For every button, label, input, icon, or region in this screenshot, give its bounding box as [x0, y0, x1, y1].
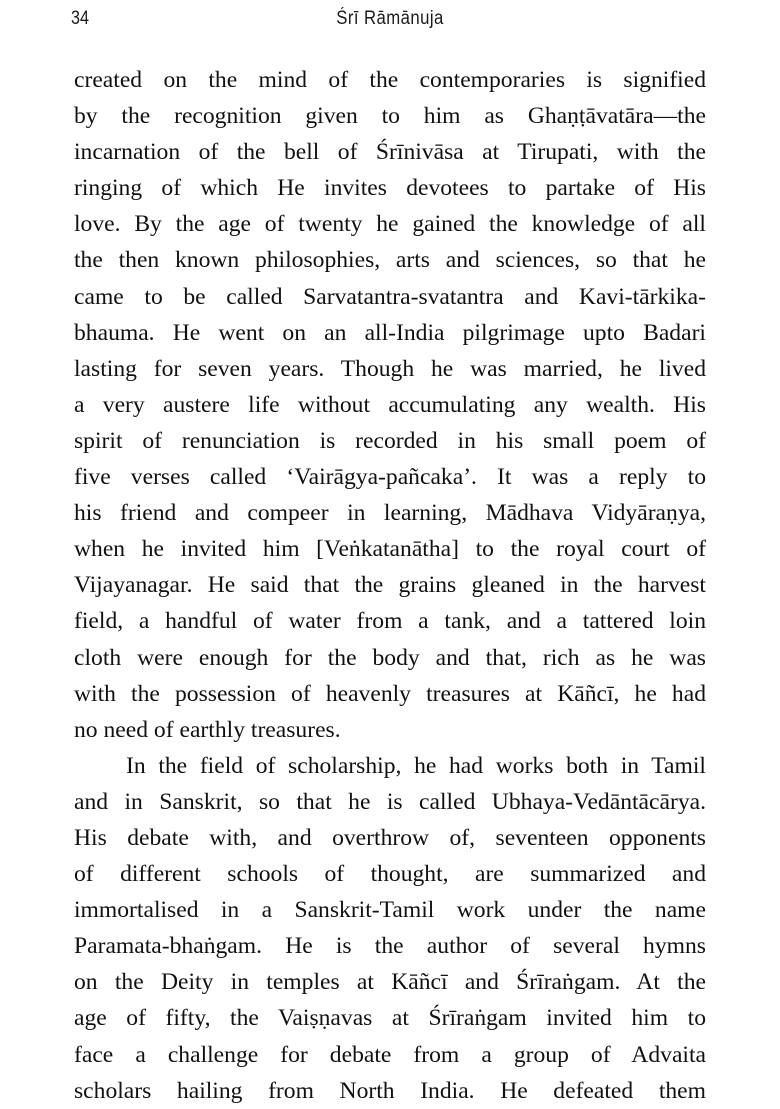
text-line: with the possession of heavenly treasures at Kāñcī, he had: [74, 680, 706, 707]
text-line: cloth were enough for the body and that, rich as he was: [74, 644, 706, 671]
body-text: [74, 62, 706, 1109]
text-line: Vijayanagar. He said that the grains gleaned in the harvest: [74, 572, 706, 599]
text-line: age of fifty, the Vaiṣṇavas at Śrīraṅgam invited him to: [74, 1005, 706, 1032]
paragraph-2: [74, 748, 706, 1109]
running-head: [0, 6, 780, 36]
running-title: Śrī Rāmānuja: [336, 8, 444, 29]
text-line: lasting for seven years. Though he was married, he lived: [74, 355, 706, 382]
text-line: and in Sanskrit, so that he is called Ubhaya-Vedāntācārya.: [74, 788, 706, 815]
text-line: face a challenge for debate from a group of Advaita: [74, 1041, 706, 1068]
page-number: 34: [71, 8, 89, 29]
text-line: field, a handful of water from a tank, and a tattered loin: [74, 608, 706, 635]
text-line: the then known philosophies, arts and sciences, so that he: [74, 247, 706, 274]
paragraph-1: [74, 62, 706, 748]
text-line: when he invited him [Veṅkatanātha] to the royal court of: [74, 536, 706, 563]
text-line: His debate with, and overthrow of, seventeen opponents: [74, 824, 706, 851]
text-line: created on the mind of the contemporaries is signified: [74, 67, 706, 93]
text-line: In the field of scholarship, he had works both in Tamil: [126, 752, 706, 779]
text-line: of different schools of thought, are summarized and: [74, 861, 706, 888]
text-line: by the recognition given to him as Ghaṇṭāvatāra—the: [74, 103, 706, 130]
text-line: ringing of which He invites devotees to partake of His: [74, 175, 706, 202]
text-line: on the Deity in temples at Kāñcī and Śrīraṅgam. At the: [74, 969, 706, 996]
text-line: incarnation of the bell of Śrīnivāsa at Tirupati, with the: [74, 139, 706, 166]
text-line: spirit of renunciation is recorded in his small poem of: [74, 427, 706, 454]
text-line: a very austere life without accumulating any wealth. His: [74, 391, 706, 418]
text-line: came to be called Sarvatantra-svatantra and Kavi-tārkika-: [74, 283, 706, 310]
text-line: love. By the age of twenty he gained the knowledge of all: [74, 211, 706, 238]
text-line: bhauma. He went on an all-India pilgrimage upto Badari: [74, 319, 706, 346]
text-line: scholars hailing from North India. He defeated them: [74, 1077, 706, 1104]
text-line: no need of earthly treasures.: [74, 716, 341, 743]
text-line: five verses called ‘Vairāgya-pañcaka’. It was a reply to: [74, 464, 706, 491]
text-line: immortalised in a Sanskrit-Tamil work under the name: [74, 897, 706, 924]
text-line: his friend and compeer in learning, Mādhava Vidyāraṇya,: [74, 500, 706, 527]
text-line: Paramata-bhaṅgam. He is the author of several hymns: [74, 933, 706, 960]
